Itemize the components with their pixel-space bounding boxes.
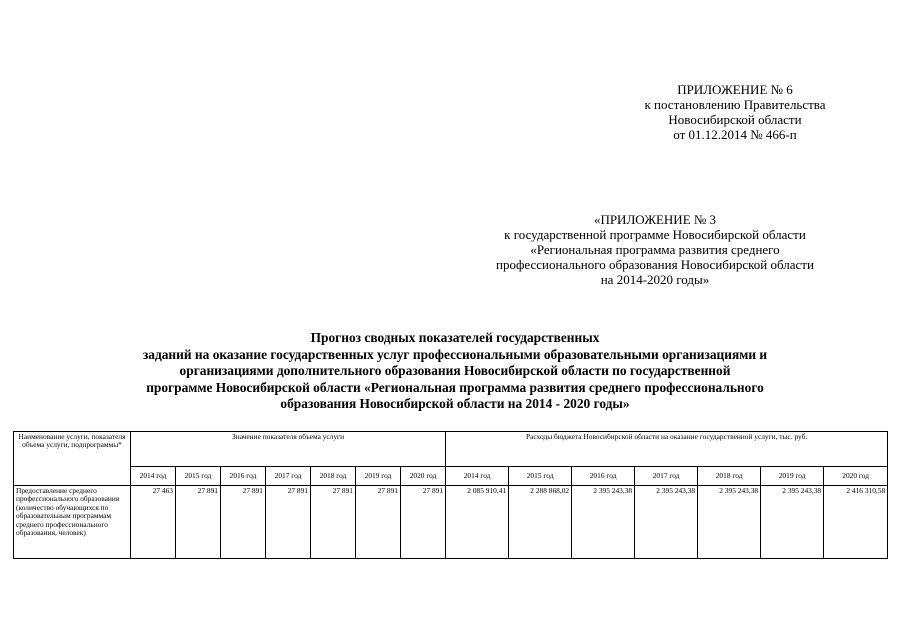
expense-year-header: 2017 год	[635, 467, 698, 486]
expense-value-cell: 2 395 243,38	[698, 486, 761, 559]
forecast-table	[13, 431, 888, 559]
appendix-6-line: Новосибирской области	[668, 112, 802, 127]
appendix-3-line: на 2014-2020 годы»	[600, 272, 710, 287]
volume-year-header: 2017 год	[266, 467, 311, 486]
expense-value-cell: 2 288 868,02	[509, 486, 572, 559]
volume-value-cell: 27 891	[176, 486, 221, 559]
volume-year-header: 2014 год	[131, 467, 176, 486]
expense-year-header: 2020 год	[824, 467, 888, 486]
volume-year-header: 2019 год	[356, 467, 401, 486]
appendix-3-line: «Региональная программа развития среднего	[530, 242, 780, 257]
expense-group-header: Расходы бюджета Новосибирской области на оказание государственной услуги, тыс. руб.	[446, 432, 888, 467]
appendix-3-line: «ПРИЛОЖЕНИЕ № 3	[593, 212, 717, 227]
table-year-header-row	[14, 467, 888, 486]
expense-value-cell: 2 416 310,58	[824, 486, 888, 559]
appendix-3-line: профессионального образования Новосибирской области	[496, 257, 814, 272]
volume-year-header: 2018 год	[311, 467, 356, 486]
volume-value-cell: 27 891	[311, 486, 356, 559]
service-name-cell: Предоставление среднего профессионального образования (количество обучающихся по образовательным программам среднего профессионального образования, человек)	[14, 486, 131, 559]
volume-group-header: Значение показателя объема услуги	[131, 432, 446, 467]
appendix-6-line: к постановлению Правительства	[644, 97, 826, 112]
expense-year-header: 2018 год	[698, 467, 761, 486]
expense-year-header: 2015 год	[509, 467, 572, 486]
service-name-header: Наименование услуги, показателя объема услуги, подпрограммы*	[14, 432, 131, 486]
expense-value-cell: 2 395 243,38	[761, 486, 824, 559]
volume-year-header: 2020 год	[401, 467, 446, 486]
appendix-6-line: ПРИЛОЖЕНИЕ № 6	[677, 82, 793, 97]
expense-value-cell: 2 395 243,38	[572, 486, 635, 559]
volume-value-cell: 27 891	[221, 486, 266, 559]
volume-value-cell: 27 891	[356, 486, 401, 559]
title-line: организациями дополнительного образования Новосибирской области по государственной	[179, 363, 731, 378]
volume-year-header: 2015 год	[176, 467, 221, 486]
expense-year-header: 2019 год	[761, 467, 824, 486]
volume-value-cell: 27 463	[131, 486, 176, 559]
title-line: образования Новосибирской области на 2014 - 2020 годы»	[280, 396, 630, 411]
expense-value-cell: 2 395 243,38	[635, 486, 698, 559]
expense-value-cell: 2 085 910,41	[446, 486, 509, 559]
title-line: заданий на оказание государственных услуг профессиональными образовательными организациями и	[142, 346, 768, 362]
title-line: программе Новосибирской области «Региональная программа развития среднего профессионального	[146, 379, 764, 395]
appendix-3-block	[440, 212, 870, 287]
table-header-row	[14, 432, 888, 467]
appendix-6-line: от 01.12.2014 № 466-п	[673, 127, 797, 142]
title-line: Прогноз сводных показателей государственных	[310, 330, 600, 345]
expense-year-header: 2014 год	[446, 467, 509, 486]
expense-year-header: 2016 год	[572, 467, 635, 486]
table-row	[14, 486, 888, 559]
volume-value-cell: 27 891	[266, 486, 311, 559]
appendix-6-block	[590, 82, 880, 142]
volume-value-cell: 27 891	[401, 486, 446, 559]
volume-year-header: 2016 год	[221, 467, 266, 486]
document-title	[40, 330, 870, 413]
appendix-3-line: к государственной программе Новосибирской области	[504, 227, 806, 242]
